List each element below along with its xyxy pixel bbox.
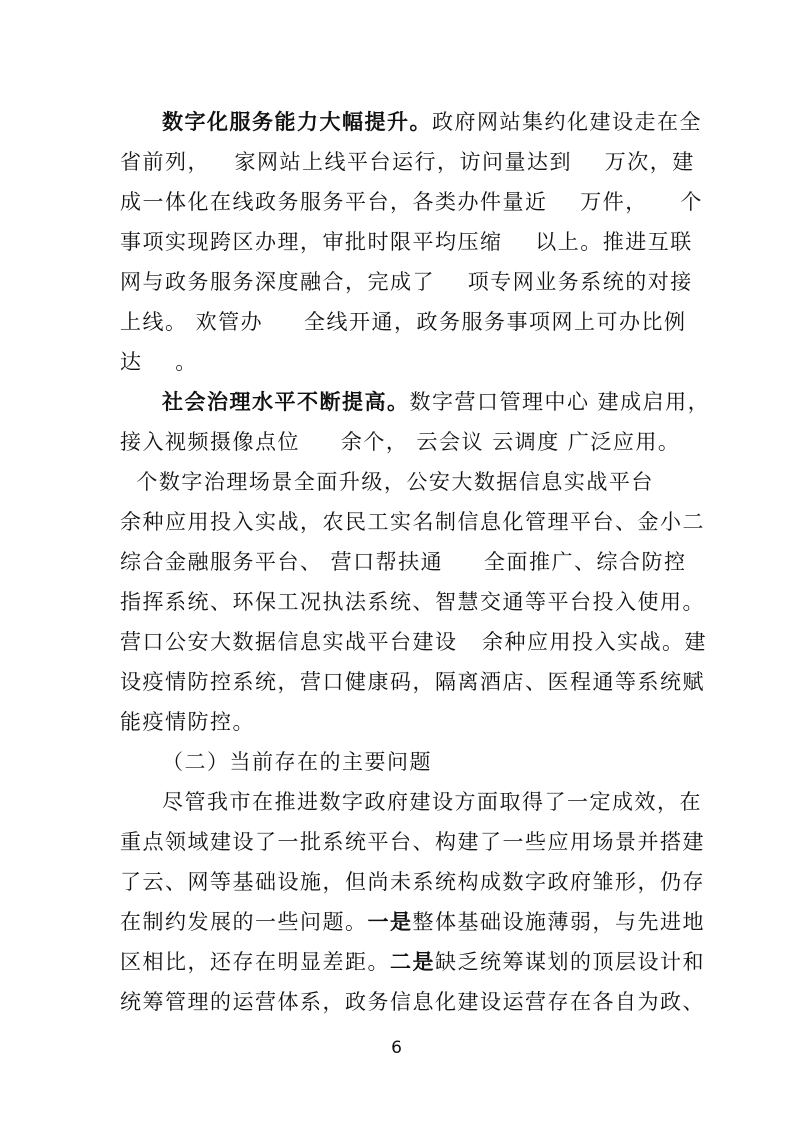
p2-line-6: 指挥系统、环保工况执法系统、智慧交通等平台投入使用。 [120,590,705,614]
p2-line-1 [162,388,710,416]
p1-line-4: 事项实现跨区办理，审批时限平均压缩 以上。推进互联 [120,230,693,254]
p1-line-2: 省前列， 家网站上线平台运行，访问量达到 万次，建 [120,150,695,174]
p3-line-6: 统筹管理的运营体系，政务信息化建设运营存在各自为政、 [120,990,705,1014]
p3-line-5-bold: 二是 [390,950,435,974]
p1-line-7: 达 。 [120,350,198,374]
p1-line-1 [162,108,702,136]
p2-line-7: 营口公安大数据信息实战平台建设 余种应用投入实战。建 [120,630,708,654]
p2-line-8: 设疫情防控系统，营口健康码，隔离酒店、医程通等系统赋 [120,670,705,694]
p2-line-3: 个数字治理场景全面升级，公安大数据信息实战平台 [120,470,654,494]
p3-line-5-pre: 区相比，还存在明显差距。 [120,950,390,974]
p3-line-5 [120,948,705,976]
p2-line-1-text: 数字营口管理中心 建成启用， [409,390,711,414]
section-heading: （二）当前存在的主要问题 [162,750,432,774]
p2-line-4: 余种应用投入实战，农民工实名制信息化管理平台、金小二 [120,510,705,534]
p3-line-1: 尽管我市在推进数字政府建设方面取得了一定成效，在 [162,790,702,814]
p1-line-5: 网与政务服务深度融合，完成了 项专网业务系统的对接 [120,270,693,294]
p3-line-3: 了云、网等基础设施，但尚未系统构成数字政府雏形，仍存 [120,870,705,894]
p3-line-4-pre: 在制约发展的一些问题。 [120,910,368,934]
p2-line-9: 能疫情防控。 [120,710,255,734]
p1-line-6: 上线。 欢管办 全线开通，政务服务事项网上可办比例 [120,310,687,334]
p3-line-2: 重点领域建设了一批系统平台、构建了一些应用场景并搭建 [120,830,705,854]
page-number: 6 [391,1038,402,1058]
p2-line-5: 综合金融服务平台、 营口帮扶通 全面推广、综合防控 [120,550,687,574]
p3-line-5-post: 缺乏统筹谋划的顶层设计和 [435,950,705,974]
p2-heading: 社会治理水平不断提高。 [162,390,410,414]
p1-heading: 数字化服务能力大幅提升。 [162,110,432,134]
p3-line-4 [120,908,705,936]
p2-line-2: 接入视频摄像点位 余个， 云会议 云调度 广泛应用。 [120,430,681,454]
p1-line-1-text: 政府网站集约化建设走在全 [432,110,702,134]
p1-line-3: 成一体化在线政务服务平台，各类办件量近 万件， 个 [120,190,703,214]
p3-line-4-post: 整体基础设施薄弱，与先进地 [412,910,705,934]
p3-line-4-bold: 一是 [367,910,413,934]
